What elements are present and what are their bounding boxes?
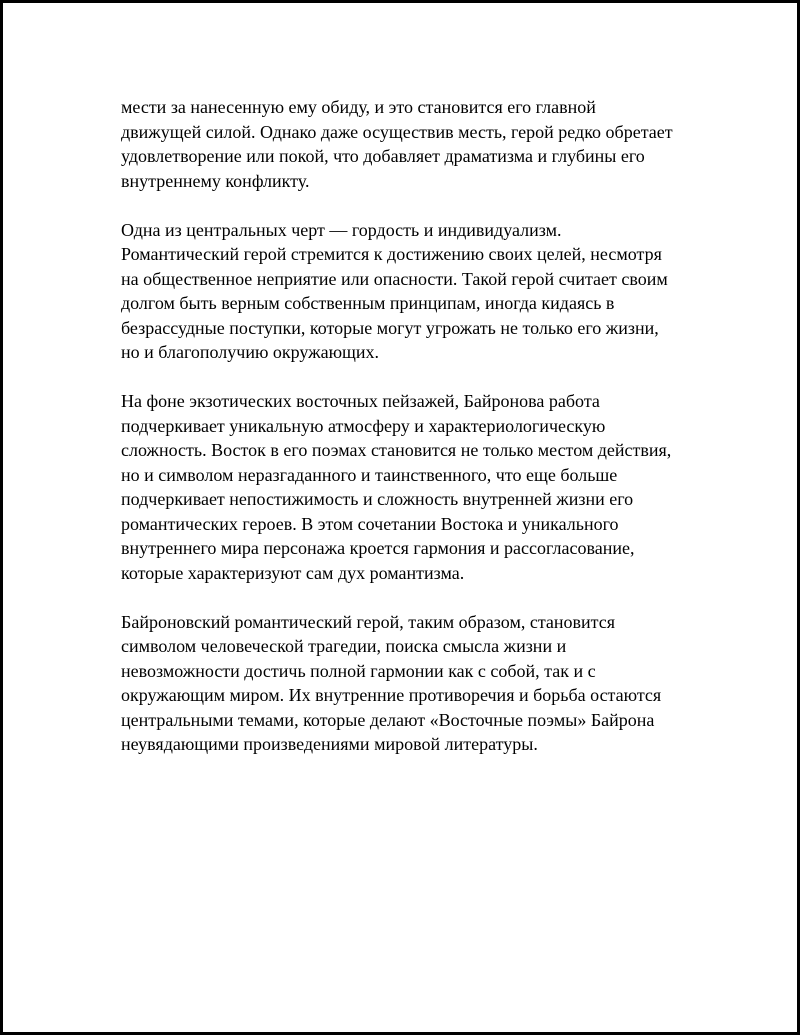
text-line: внутреннему конфликту.	[121, 170, 310, 191]
text-line: невозможности достичь полной гармонии как с собой, так и с	[121, 660, 596, 681]
paragraph-pride	[121, 218, 721, 365]
text-line: мести за нанесенную ему обиду, и это становится его главной	[121, 97, 596, 117]
paragraph-east	[121, 389, 721, 585]
text-line: подчеркивает непостижимость и сложность внутренней жизни его	[121, 489, 634, 509]
text-line: На фоне экзотических восточных пейзажей, Байронова работа	[121, 391, 600, 411]
document-body	[121, 95, 721, 781]
text-line: романтических героев. В этом сочетании Востока и уникального	[121, 513, 619, 534]
text-line: безрассудные поступки, которые могут угрожать не только его жизни,	[121, 317, 659, 338]
text-line: сложность. Восток в его поэмах становится не только местом действия,	[121, 440, 672, 460]
text-line: движущей силой. Однако даже осуществив месть, герой редко обретает	[121, 121, 673, 142]
text-line: которые характеризуют сам дух романтизма.	[121, 562, 465, 583]
paragraph-conclusion	[121, 610, 721, 757]
text-line: подчеркивает уникальную атмосферу и характериологическую	[121, 415, 606, 436]
text-line: неувядающими произведениями мировой литературы.	[121, 734, 538, 754]
paragraph-revenge	[121, 95, 721, 193]
text-line: долгом быть верным собственным принципам, иногда кидаясь в	[121, 293, 615, 313]
text-line: центральными темами, которые делают «Восточные поэмы» Байрона	[121, 709, 655, 730]
text-line: Байроновский романтический герой, таким образом, становится	[121, 611, 616, 632]
text-line: но и символом неразгаданного и таинственного, что еще больше	[121, 464, 618, 485]
text-line: удовлетворение или покой, что добавляет драматизма и глубины его	[121, 146, 645, 166]
text-line: окружающим миром. Их внутренние противоречия и борьба остаются	[121, 685, 662, 705]
text-line: внутреннего мира персонажа кроется гармония и рассогласование,	[121, 538, 635, 558]
text-line: символом человеческой трагедии, поиска смысла жизни и	[121, 636, 567, 656]
text-line: но и благополучию окружающих.	[121, 342, 380, 362]
text-line: Одна из центральных черт — гордость и индивидуализм.	[121, 219, 562, 240]
text-line: Романтический герой стремится к достижению своих целей, несмотря	[121, 244, 662, 264]
text-line: на общественное неприятие или опасности. Такой герой считает своим	[121, 268, 668, 289]
